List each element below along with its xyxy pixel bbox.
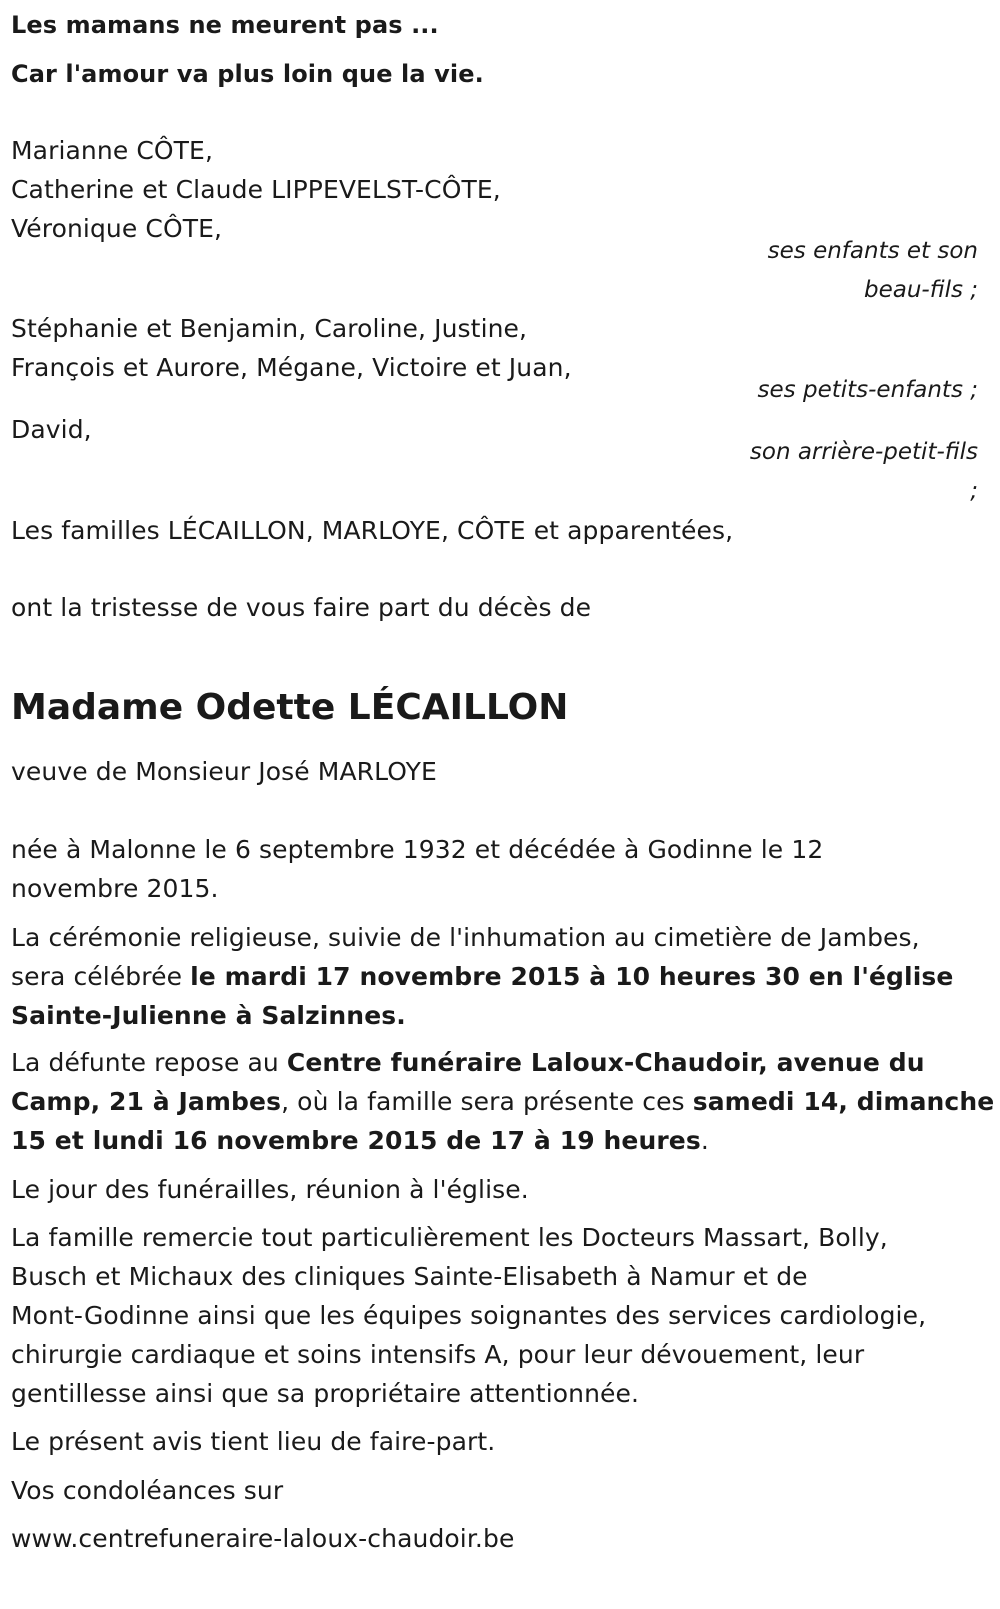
- rest-line-3: [11, 1121, 709, 1160]
- grandchildren-relation: ses petits-enfants ;: [757, 377, 978, 403]
- visitation-hours: 15 et lundi 16 novembre 2015 de 17 à 19 heures: [11, 1126, 701, 1155]
- great-grandchild-name: David,: [11, 415, 92, 444]
- child-name: Véronique CÔTE,: [11, 214, 223, 243]
- notice-line: Le présent avis tient lieu de faire-part.: [11, 1427, 496, 1456]
- thanks-line: chirurgie cardiaque et soins intensifs A, pour leur dévouement, leur: [11, 1340, 865, 1369]
- motto-line-1: Les mamans ne meurent pas ...: [11, 11, 439, 39]
- motto-line-2: Car l'amour va plus loin que la vie.: [11, 60, 484, 88]
- grandchild-names: Stéphanie et Benjamin, Caroline, Justine,: [11, 314, 528, 343]
- funeral-center: Centre funéraire Laloux-Chaudoir, avenue du: [286, 1048, 925, 1077]
- thanks-line: Busch et Michaux des cliniques Sainte-Elisabeth à Namur et de: [11, 1262, 808, 1291]
- great-grandchildren-relation-line-1: son arrière-petit-fils: [749, 439, 978, 465]
- funeral-day-line: Le jour des funérailles, réunion à l'église.: [11, 1175, 529, 1204]
- announcement-line: ont la tristesse de vous faire part du décès de: [11, 593, 592, 622]
- ceremony-church: Sainte-Julienne à Salzinnes.: [11, 1001, 406, 1030]
- rest-text: .: [700, 1126, 709, 1155]
- families-line: Les familles LÉCAILLON, MARLOYE, CÔTE et apparentées,: [11, 516, 734, 545]
- deceased-name: Madame Odette LÉCAILLON: [11, 687, 569, 728]
- rest-line-2: [11, 1082, 994, 1121]
- rest-line-1: [11, 1043, 925, 1082]
- ceremony-date: le mardi 17 novembre 2015 à 10 heures 30 en l'église: [190, 962, 954, 991]
- visitation-days: samedi 14, dimanche: [692, 1087, 995, 1116]
- condolences-label: Vos condoléances sur: [11, 1476, 284, 1505]
- thanks-line: La famille remercie tout particulièrement les Docteurs Massart, Bolly,: [11, 1223, 888, 1252]
- ceremony-line-1: La cérémonie religieuse, suivie de l'inhumation au cimetière de Jambes,: [11, 923, 920, 952]
- condolences-url[interactable]: www.centrefuneraire-laloux-chaudoir.be: [11, 1524, 515, 1553]
- birth-death-line-2: novembre 2015.: [11, 874, 219, 903]
- rest-text: , où la famille sera présente ces: [281, 1087, 693, 1116]
- grandchild-names: François et Aurore, Mégane, Victoire et Juan,: [11, 353, 572, 382]
- birth-death-line-1: née à Malonne le 6 septembre 1932 et décédée à Godinne le 12: [11, 835, 824, 864]
- child-name: Marianne CÔTE,: [11, 136, 213, 165]
- widow-of-line: veuve de Monsieur José MARLOYE: [11, 757, 437, 786]
- thanks-line: Mont-Godinne ainsi que les équipes soignantes des services cardiologie,: [11, 1301, 927, 1330]
- ceremony-text: sera célébrée: [11, 962, 191, 991]
- rest-text: La défunte repose au: [11, 1048, 287, 1077]
- ceremony-line-2: [11, 957, 953, 996]
- children-relation-line-2: beau-fils ;: [863, 277, 978, 303]
- child-name: Catherine et Claude LIPPEVELST-CÔTE,: [11, 175, 501, 204]
- great-grandchildren-relation-line-2: ;: [970, 478, 978, 504]
- ceremony-line-3: [11, 996, 406, 1035]
- funeral-center-address: Camp, 21 à Jambes: [11, 1087, 282, 1116]
- children-relation-line-1: ses enfants et son: [767, 238, 978, 264]
- thanks-line: gentillesse ainsi que sa propriétaire attentionnée.: [11, 1379, 640, 1408]
